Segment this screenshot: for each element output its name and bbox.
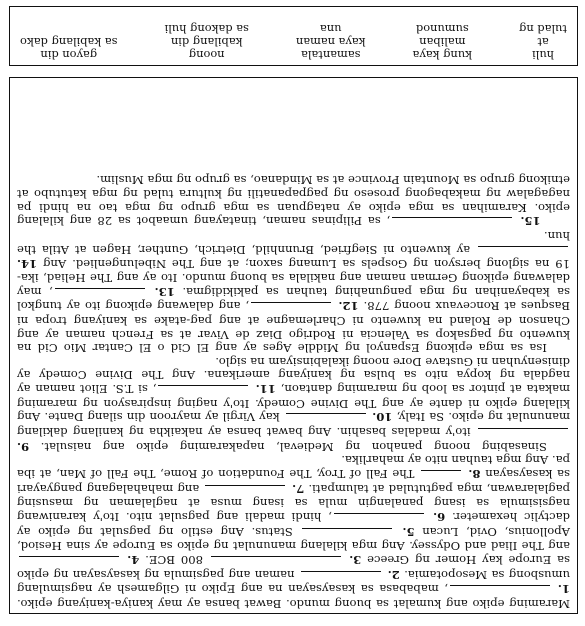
word-bank-item: gayon din [40,48,98,62]
answer-blank [392,217,512,228]
answer-blank [302,528,392,539]
blank-number: 3. [342,553,362,568]
blank-number: 10. [367,410,393,425]
blank-number: 11. [250,382,276,397]
answer-blank [211,556,341,567]
passage-text: 800 BCE. [139,553,209,568]
word-bank-item: kung kaya [412,48,473,62]
blank-number: 8. [463,467,481,482]
passage-box [9,77,578,614]
blank-number: 1. [551,582,570,597]
answer-blank [478,428,568,439]
word-bank-column [20,7,117,61]
answer-blank [251,302,331,313]
passage-text: ito'y madalas basahin. Ang bawat bansa ay nakaikha ng kanilang dakilang manunulat ng epiko. Sa Italy, [17,410,570,440]
passage-text: ang mahahalagang pangyayari sa kasaysayan [16,467,570,496]
passage-text: Sinasabing noong panahon ng Medieval, napakaraming epiko ang naisulat. [29,439,547,454]
passage-text: ang The Iliad and Odyssey. Ang mga kilalang manunulat ng epiko sa Europe ay sina Hesiod, Apollonius, Ovid, Lucan [17,524,570,554]
word-bank-item: noong [188,48,225,62]
blank-number: 15. [514,214,547,229]
paragraph-indent [547,440,570,454]
passage-text: Status. Ang estilo ng pagsulat ng epiko ay dactylic hexameter. [16,510,570,539]
passage-text: , may dalawang epikong German naman ang nakilala sa buong mundo. Ito ay ang The Heliad, ika-19 na siglong bersyon ng Gospels sa Lumang saxon; at ang The Nibelungenlied. Ang [17,257,570,299]
answer-blank [55,288,145,299]
word-bank-item: at [537,35,549,49]
blank-number: 9. [17,439,30,454]
passage-text: Maraming epiko ang kumalat sa buong mundo. Bawat bansa ay may kaniya-kaniyang epiko. [17,597,570,611]
answer-blank [205,485,285,496]
word-bank-box [9,6,578,66]
blank-number: 2. [382,567,400,582]
word-bank-item: tulad ng [519,22,567,36]
word-bank-item: huli [532,48,555,62]
answer-blank [450,585,550,596]
blank-number: 4. [120,553,140,568]
word-bank-item: sa dakong huli [164,22,249,36]
passage-text: , sa Pilipinas naman, tinatayang umaabot sa 28 ang kilalang epiko. Karamihan sa mga epiko ay natagpuan sa mga grupo ng mga tao na hindi pa nagagalaw ng makabagong proseso ng pagpapanatili ng kultura tulad ng mga katutubo at etnikong grupo sa Mountain Province at sa Mindanao, sa grupo ng mga Muslim. [17,173,570,229]
paragraph-indent [547,214,570,228]
word-bank-item: sa kabilang dako [20,35,118,49]
word-bank-item: maliban [419,35,466,49]
answer-blank [301,571,381,582]
blank-number: 6. [425,510,446,525]
word-bank-item: kabilang din [170,35,243,49]
blank-number: 13. [146,284,175,299]
passage-text: kay Virgil ay mayroon din silang Dante. Ang kilalang epiko ni dante ay ang The Divine Comedy. Ito'y naging inspirasyon ng maraming makata at pintor sa loob ng maraming dantaon, [17,382,570,425]
passage-text: , si T.S. Eliot naman ay nagdala ng kopya nito sa bulsa ng kaniyang amerikana. Ang The Divine Comedy ay dinisenyuhan ni Gustave Dore noong ikalabinsiyam na siglo. [17,354,570,397]
answer-blank [19,556,119,567]
passage-text: , hindi madali ang pagsulat nito. Ito'y karaniwang nagsisimula sa isang panalangin mula sa isang musa at naglalaman ng masusing paglalarawan, mga pagtutulad at talumpati. [17,481,570,525]
word-bank-column [296,7,366,61]
answer-blank [334,513,424,524]
answer-blank [286,413,366,424]
word-bank-column [519,7,567,61]
passage-text: ay kuwento ni Siegfried, Brunnhild, Dietrich, Gunther, Hagen at Atila the hun. [17,228,570,257]
word-bank-column [413,7,472,61]
blank-number: 12. [333,299,359,314]
word-bank-item: sumunod [415,22,469,36]
blank-number: 5. [394,524,415,539]
passage-text: naman ang pagsimula ng kasaysayan ng epiko sa Europe kay Homer ng Greece [17,553,570,582]
passage-text: , ang dalawang epikong ito ay tungkol sa kabayanihan ng mga pangunahing tauhan sa pakikidigma. [17,284,570,314]
answer-blank [158,385,248,396]
word-bank-item: kaya naman [295,35,366,49]
passage-text: Isa sa mga epikong Espanyol ng Middle Ages ay ang El Cid o El Cantar Mio Cid na kuwento ng pagsakop sa Valencia ni Rodrigo Diaz de Vivar at sa French naman ay ang Chanson de Roland na kuwento ni Charlemagne at ang pag-atake sa kaniyang tropa ni Basques at Roncevaux noong 778. [17,299,570,356]
word-bank-column [165,7,249,61]
passage-text: The Fall of Troy, The Foundation of Rome, The Fall of Man, at iba pa. Ang mga tauhan nito ay maharlika. [16,453,570,482]
blank-number: 7. [287,481,305,496]
passage-text: , mababasa sa kasaysayan na ang Epiko ni Gilgamesh ay nagsimulang umusbong sa Mesopotamia. [17,567,570,597]
blank-number: 14. [17,257,38,272]
word-bank-item: samantala [301,48,361,62]
paragraph-indent [547,341,570,355]
epic-passage [17,173,570,610]
answer-blank [478,246,568,257]
answer-blank [421,470,461,481]
word-bank-item: una [320,22,342,36]
